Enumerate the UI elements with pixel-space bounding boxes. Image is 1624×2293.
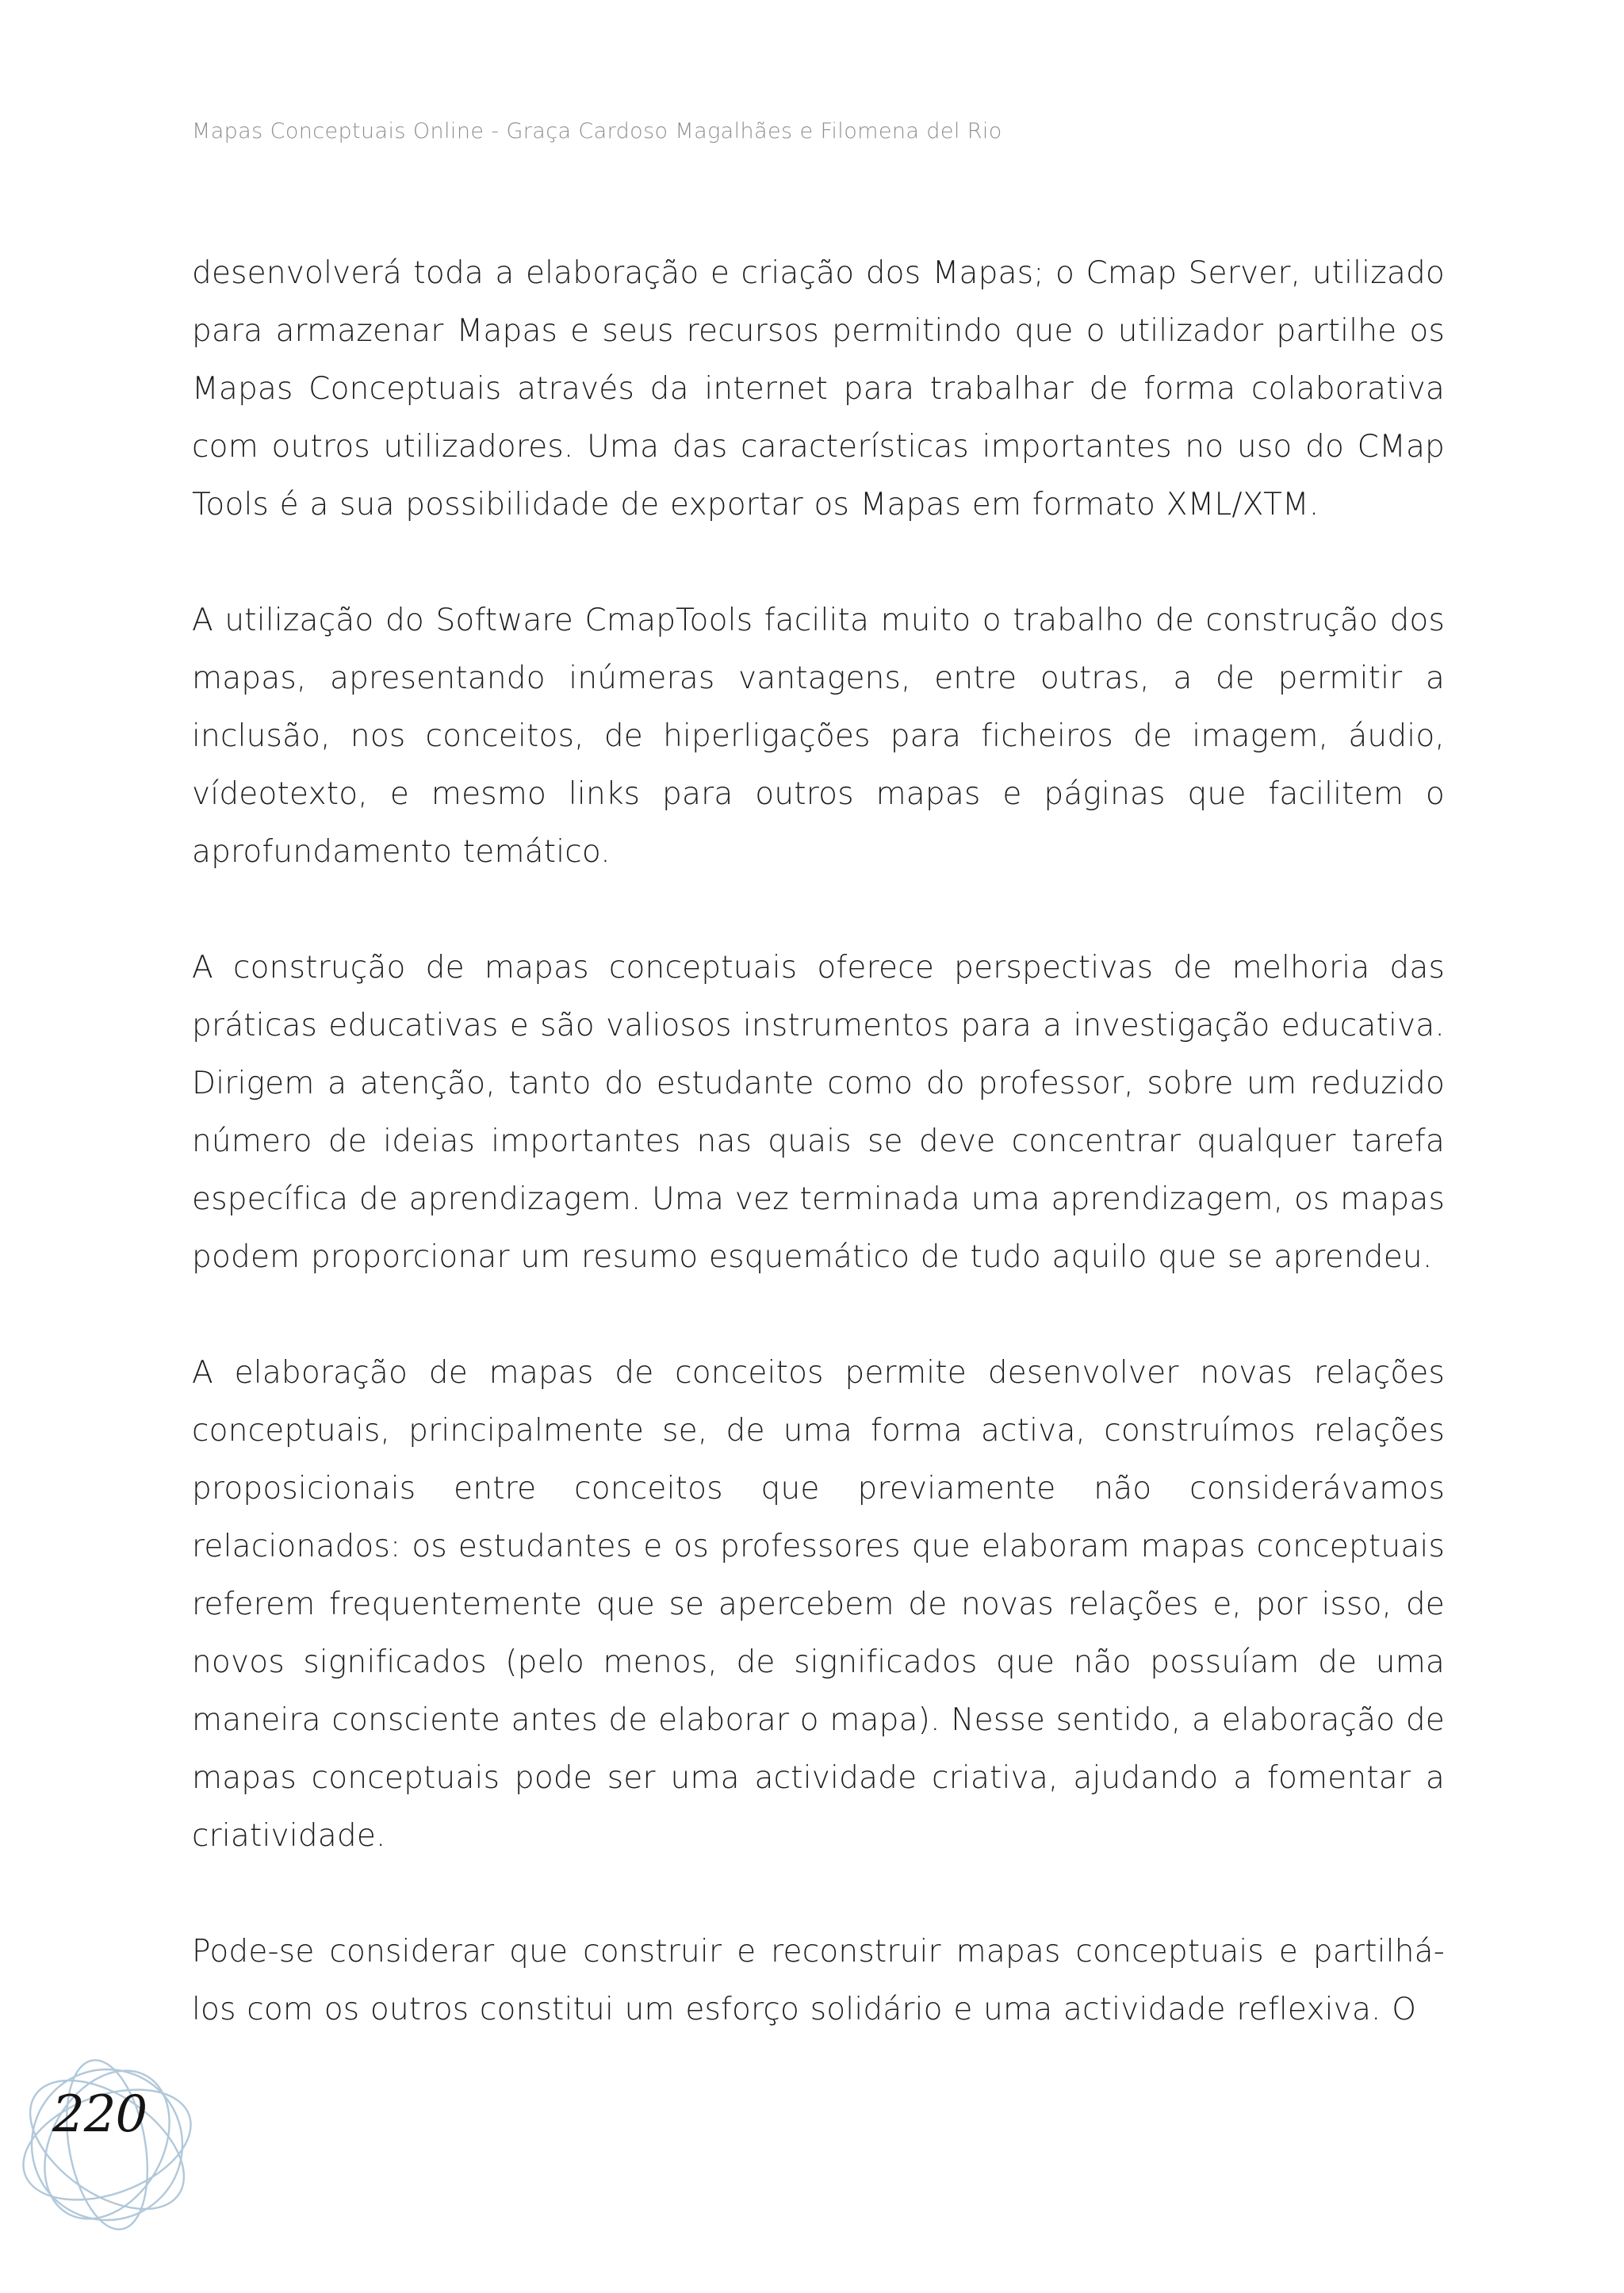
paragraph-4: A elaboração de mapas de conceitos permite desenvolver novas relações conceptuais, principalmente se, de uma forma activa, construímos relações proposicionais entre conceitos que previamente não considerávamos relacionados: os estudantes e os professores que elaboram mapas conceptuais referem frequentemente que se apercebem de novas relações e, por isso, de novos significados (pelo menos, de significados que não possuíam de uma maneira consciente antes de elaborar o mapa). Nesse sentido, a elaboração de mapas conceptuais pode ser uma actividade criativa, ajudando a fomentar a criatividade.	[192, 1355, 1445, 1854]
page-number: 220	[52, 2085, 147, 2144]
paragraph-5: Pode-se considerar que construir e reconstruir mapas conceptuais e partilhá-los com os outros constitui um esforço solidário e uma actividade reflexiva. O	[192, 1934, 1445, 2027]
paragraph-1: desenvolverá toda a elaboração e criação dos Mapas; o Cmap Server, utilizado para armazenar Mapas e seus recursos permitindo que o utilizador partilhe os Mapas Conceptuais através da internet para trabalhar de forma colaborativa com outros utilizadores. Uma das características importantes no uso do CMap Tools é a sua possibilidade de exportar os Mapas em formato XML/XTM.	[192, 255, 1445, 523]
paragraph-3: A construção de mapas conceptuais oferece perspectivas de melhoria das práticas educativas e são valiosos instrumentos para a investigação educativa. Dirigem a atenção, tanto do estudante como do professor, sobre um reduzido número de ideias importantes nas quais se deve concentrar qualquer tarefa específica de aprendizagem. Uma vez terminada uma aprendizagem, os mapas podem proporcionar um resumo esquemático de tudo aquilo que se aprendeu.	[192, 950, 1445, 1275]
orbit-rings-icon	[8, 2046, 206, 2244]
paragraph-2: A utilização do Software CmapTools facilita muito o trabalho de construção dos mapas, apresentando inúmeras vantagens, entre outras, a de permitir a inclusão, nos conceitos, de hiperligações para ficheiros de imagem, áudio, vídeotexto, e mesmo links para outros mapas e páginas que facilitem o aprofundamento temático.	[192, 603, 1445, 870]
body-text	[192, 244, 1445, 2038]
running-header: Mapas Conceptuais Online - Graça Cardoso Magalhães e Filomena del Rio	[192, 119, 1002, 144]
